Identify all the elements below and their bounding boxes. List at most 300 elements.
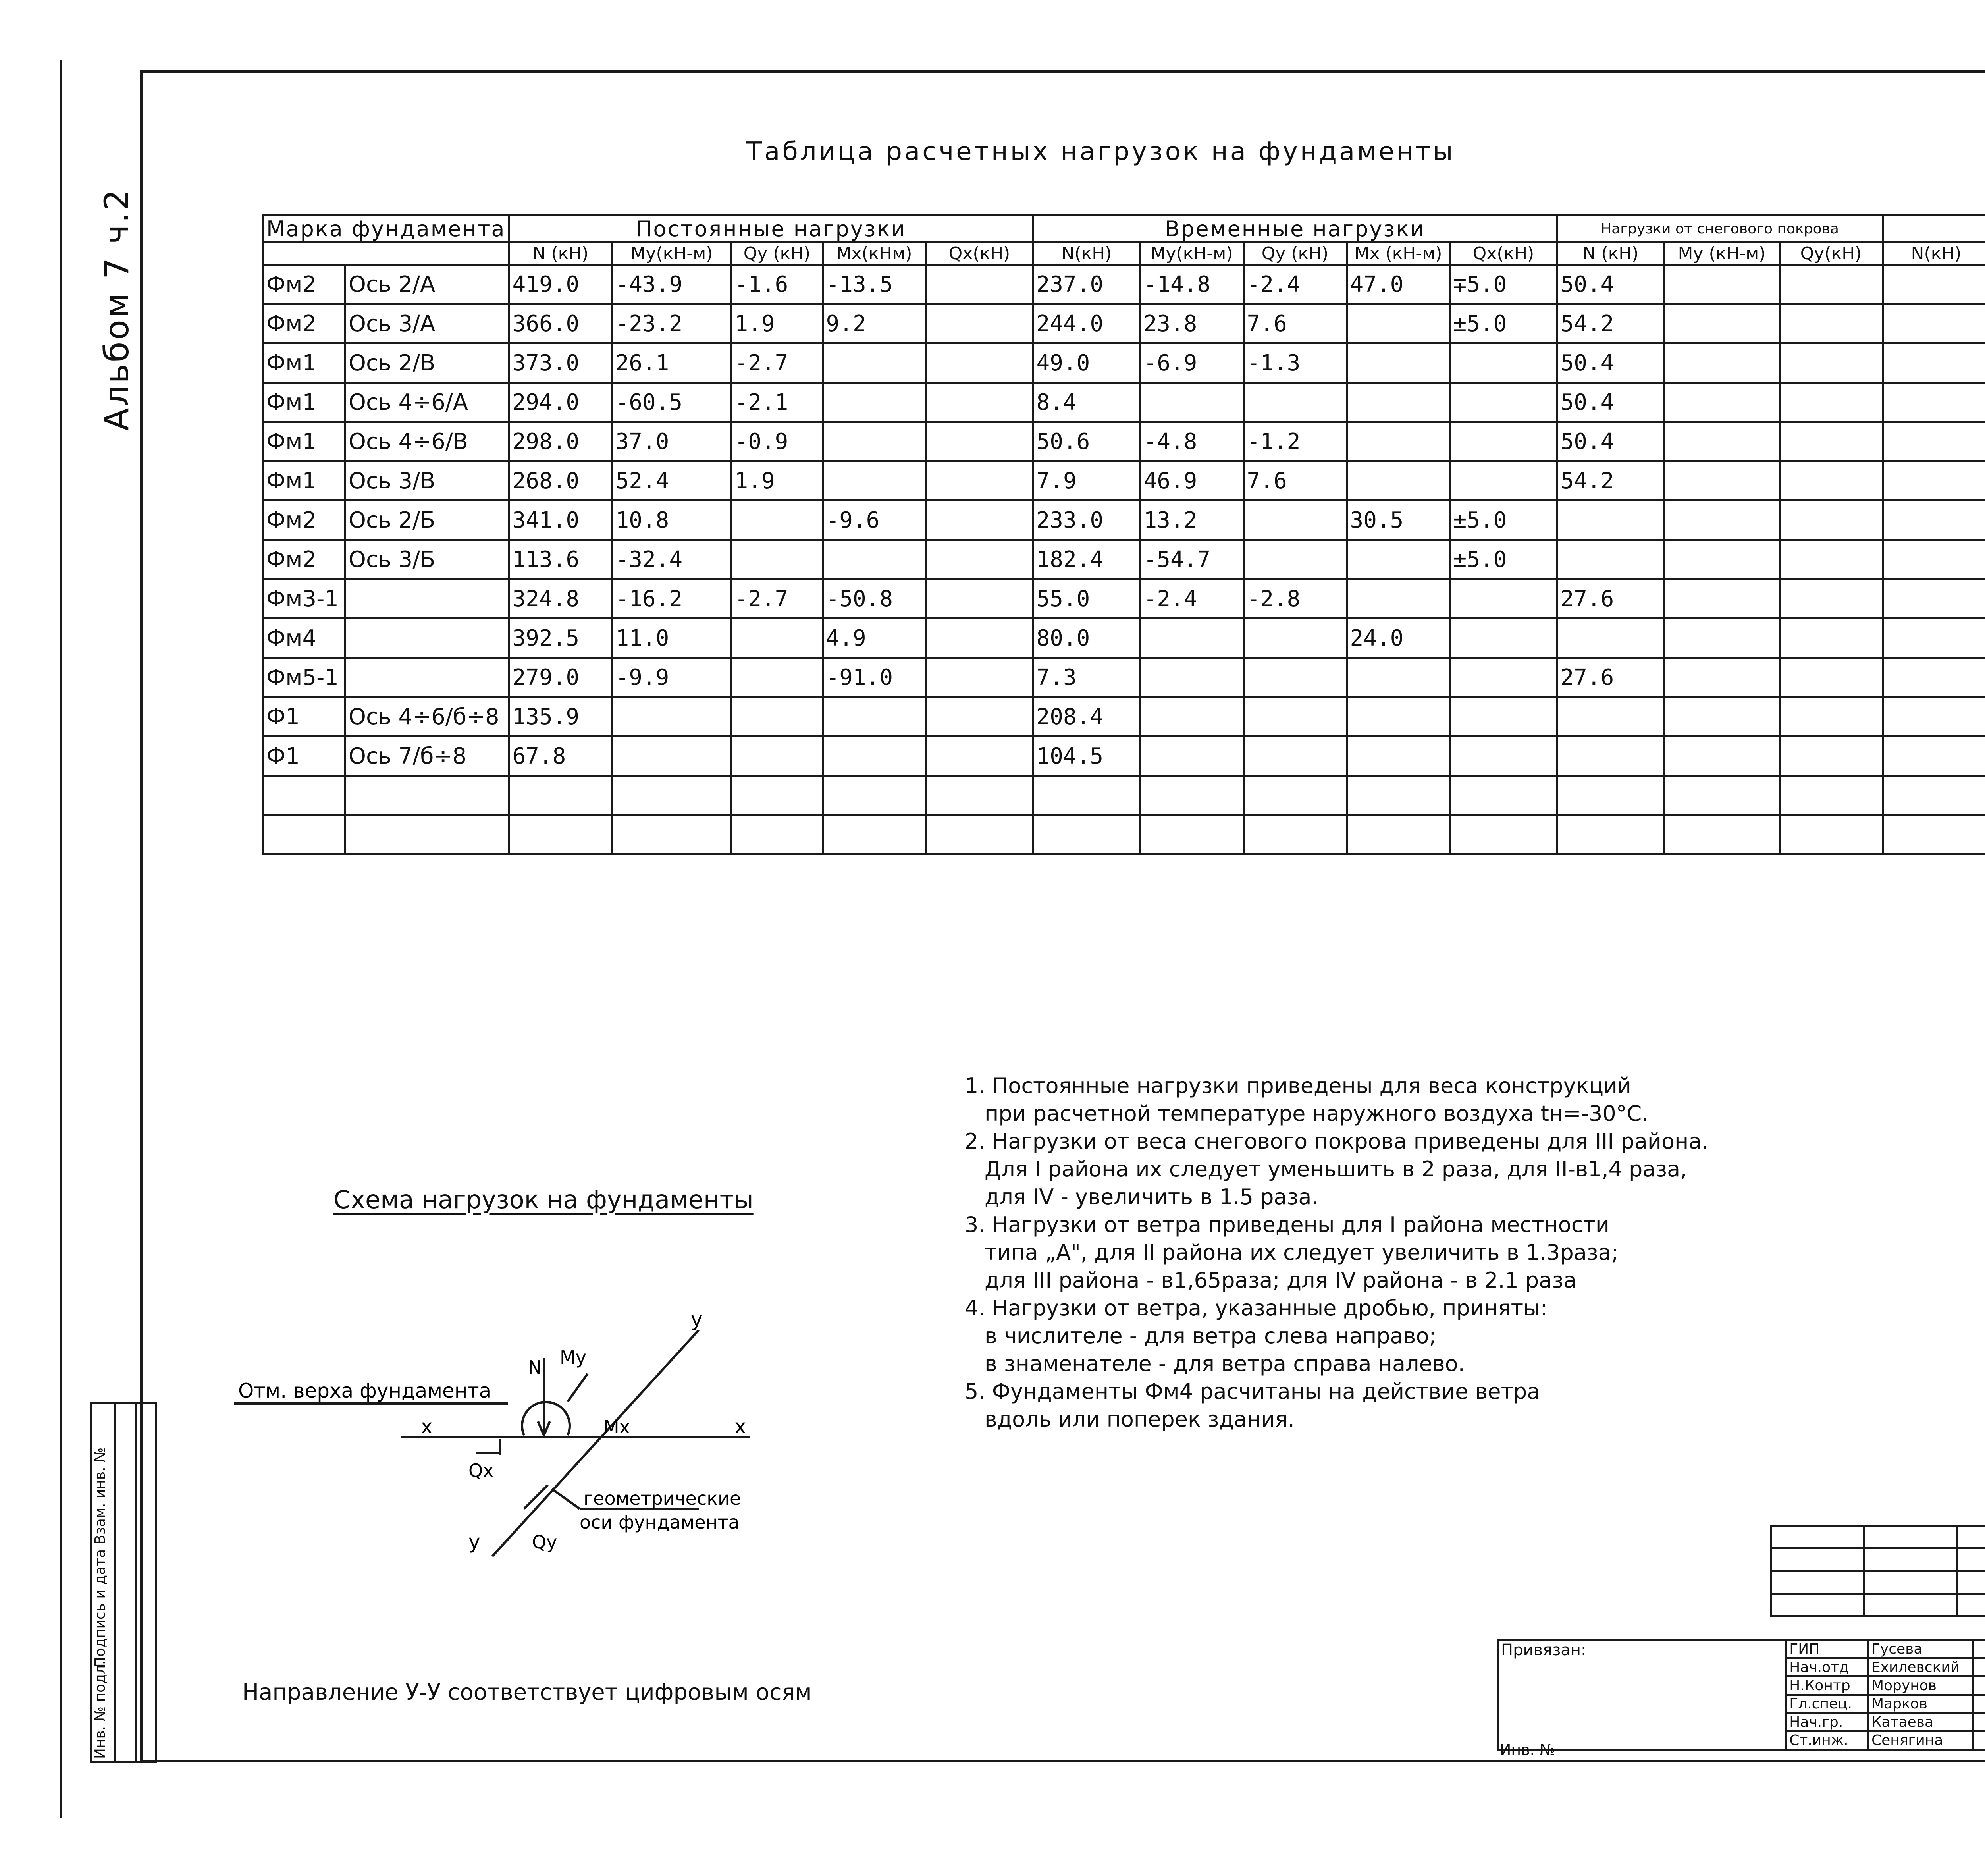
value-cell <box>1664 304 1779 343</box>
column-header: Mx (кН-м) <box>1347 243 1450 265</box>
table-row <box>263 461 1985 501</box>
table-row <box>263 304 1985 343</box>
value-cell: 268.0 <box>509 461 612 501</box>
value-cell: 26.1 <box>612 343 731 383</box>
privyazan-label: Привязан: <box>1501 1641 1586 1659</box>
value-cell: 52.4 <box>612 461 731 501</box>
value-cell <box>1664 343 1779 383</box>
value-cell <box>1347 383 1450 422</box>
empty-cell <box>926 815 1033 854</box>
qy-arrow <box>524 1485 548 1509</box>
value-cell <box>1664 501 1779 540</box>
empty-cell <box>926 776 1033 815</box>
value-cell: -60.5 <box>612 383 731 422</box>
side-stamp-inv: Инв. № подл. <box>92 1660 108 1759</box>
value-cell <box>731 619 823 658</box>
value-cell <box>1347 343 1450 383</box>
value-cell: -1.3 <box>1243 343 1347 383</box>
mark-cell: Фм1 <box>263 422 345 461</box>
mx-label: Mx <box>603 1416 630 1438</box>
value-cell <box>1779 737 1883 776</box>
value-cell <box>1883 265 1985 304</box>
value-cell <box>926 619 1033 658</box>
note-line: типа „А", для II района их следует увеличить в 1.3раза; <box>985 1240 1619 1265</box>
value-cell <box>1664 540 1779 579</box>
value-cell <box>1557 501 1664 540</box>
value-cell <box>1557 619 1664 658</box>
n-label: N <box>528 1357 542 1378</box>
table-row <box>263 737 1985 776</box>
mark-cell: Фм1 <box>263 343 345 383</box>
empty-cell <box>1243 776 1347 815</box>
value-cell <box>1450 658 1557 697</box>
value-cell: 54.2 <box>1557 461 1664 501</box>
axis-cell <box>345 579 509 619</box>
axis-cell: Ось 4÷6/А <box>345 383 509 422</box>
value-cell <box>823 343 926 383</box>
empty-cell <box>1347 776 1450 815</box>
value-cell <box>1664 265 1779 304</box>
value-cell <box>926 579 1033 619</box>
value-cell: 233.0 <box>1033 501 1140 540</box>
empty-cell <box>263 815 345 854</box>
empty-cell <box>1140 776 1243 815</box>
value-cell <box>1140 737 1243 776</box>
column-header: My(кН-м) <box>612 243 731 265</box>
value-cell: 4.9 <box>823 619 926 658</box>
table-row <box>263 501 1985 540</box>
value-cell <box>926 304 1033 343</box>
value-cell <box>1243 619 1347 658</box>
empty-cell <box>1450 776 1557 815</box>
mark-subheader <box>263 243 509 265</box>
column-header: Qx(кН) <box>926 243 1033 265</box>
geom-axes-label-1: геометрические <box>584 1488 741 1509</box>
empty-cell <box>1779 776 1883 815</box>
column-header: My(кН-м) <box>1140 243 1243 265</box>
role-cell: Гл.спец. <box>1786 1695 1868 1713</box>
value-cell <box>1883 579 1985 619</box>
value-cell <box>1779 579 1883 619</box>
empty-cell <box>345 815 509 854</box>
mark-cell: Фм1 <box>263 383 345 422</box>
value-cell: 46.9 <box>1140 461 1243 501</box>
value-cell: 7.6 <box>1243 304 1347 343</box>
empty-cell <box>1883 815 1985 854</box>
signature-cell <box>1973 1640 1985 1658</box>
value-cell: -1.6 <box>731 265 823 304</box>
value-cell <box>731 697 823 737</box>
side-stamp-replace: Взам. инв. № <box>92 1447 108 1544</box>
value-cell <box>1779 658 1883 697</box>
note-line: 5. Фундаменты Фм4 расчитаны на действие ветра <box>965 1379 1540 1404</box>
note-line: для III района - в1,65раза; для IV района - в 2.1 раза <box>985 1268 1577 1293</box>
value-cell <box>823 383 926 422</box>
value-cell: -54.7 <box>1140 540 1243 579</box>
value-cell: -6.9 <box>1140 343 1243 383</box>
name-cell: Марков <box>1868 1695 1973 1713</box>
name-cell: Сенягина <box>1868 1731 1973 1750</box>
temporary-header: Временные нагрузки <box>1033 216 1557 243</box>
value-cell: 135.9 <box>509 697 612 737</box>
value-cell <box>1140 619 1243 658</box>
value-cell <box>1779 540 1883 579</box>
role-cell: Нач.гр. <box>1786 1713 1868 1731</box>
value-cell <box>926 383 1033 422</box>
value-cell <box>1664 461 1779 501</box>
column-header-row <box>263 243 1985 265</box>
value-cell <box>1450 697 1557 737</box>
name-cell: Гусева <box>1868 1640 1973 1658</box>
empty-cell <box>1033 776 1140 815</box>
value-cell: 419.0 <box>509 265 612 304</box>
axis-cell: Ось 7/б÷8 <box>345 737 509 776</box>
value-cell: 1.9 <box>731 461 823 501</box>
value-cell: ±5.0 <box>1450 501 1557 540</box>
signature-cell <box>1973 1658 1985 1677</box>
value-cell: 50.4 <box>1557 383 1664 422</box>
value-cell <box>926 658 1033 697</box>
value-cell: 8.4 <box>1033 383 1140 422</box>
privyazan-cell <box>1498 1640 1786 1750</box>
value-cell <box>1450 737 1557 776</box>
signature-cell <box>1973 1731 1985 1750</box>
empty-cell <box>731 815 823 854</box>
value-cell: 392.5 <box>509 619 612 658</box>
value-cell: 7.3 <box>1033 658 1140 697</box>
value-cell <box>731 540 823 579</box>
value-cell <box>1664 619 1779 658</box>
value-cell <box>1779 461 1883 501</box>
value-cell: 113.6 <box>509 540 612 579</box>
value-cell <box>1779 697 1883 737</box>
value-cell <box>926 461 1033 501</box>
value-cell <box>1883 461 1985 501</box>
value-cell <box>1664 579 1779 619</box>
permanent-header: Постоянные нагрузки <box>509 216 1033 243</box>
notes-block <box>965 1072 1759 1433</box>
value-cell <box>1883 304 1985 343</box>
x-left-label: x <box>421 1415 433 1438</box>
value-cell <box>1243 737 1347 776</box>
empty-cell <box>263 776 345 815</box>
value-cell: 1.9 <box>731 304 823 343</box>
loads-table <box>262 214 1985 855</box>
value-cell: -9.9 <box>612 658 731 697</box>
value-cell <box>1450 619 1557 658</box>
column-header: Mx(кНм) <box>823 243 926 265</box>
inv-label: Инв. № <box>1500 1741 1555 1758</box>
value-cell <box>926 501 1033 540</box>
value-cell: 37.0 <box>612 422 731 461</box>
value-cell: 23.8 <box>1140 304 1243 343</box>
value-cell: -4.8 <box>1140 422 1243 461</box>
column-header: N (кН) <box>509 243 612 265</box>
note-line: в знаменателе - для ветра справа налево. <box>985 1351 1465 1376</box>
mark-cell: Ф1 <box>263 697 345 737</box>
value-cell: ∓5.0 <box>1450 265 1557 304</box>
value-cell <box>823 540 926 579</box>
value-cell <box>1664 383 1779 422</box>
value-cell <box>1557 737 1664 776</box>
column-header: N (кН) <box>1557 243 1664 265</box>
table-row <box>263 422 1985 461</box>
value-cell <box>1883 422 1985 461</box>
value-cell: -2.1 <box>731 383 823 422</box>
value-cell <box>1557 697 1664 737</box>
value-cell <box>612 697 731 737</box>
value-cell: 13.2 <box>1140 501 1243 540</box>
value-cell <box>1664 422 1779 461</box>
empty-cell <box>731 776 823 815</box>
value-cell: 49.0 <box>1033 343 1140 383</box>
qx-label: Qx <box>468 1460 494 1481</box>
value-cell <box>731 658 823 697</box>
value-cell <box>1140 697 1243 737</box>
value-cell <box>1347 540 1450 579</box>
value-cell <box>1450 422 1557 461</box>
name-cell: Ехилевский <box>1868 1658 1973 1677</box>
role-cell: Н.Контр <box>1786 1677 1868 1695</box>
value-cell: -2.4 <box>1243 265 1347 304</box>
value-cell <box>1664 658 1779 697</box>
value-cell: 244.0 <box>1033 304 1140 343</box>
mark-cell: Фм2 <box>263 304 345 343</box>
column-header: N(кН) <box>1033 243 1140 265</box>
value-cell: 50.6 <box>1033 422 1140 461</box>
value-cell <box>823 422 926 461</box>
value-cell <box>1450 343 1557 383</box>
value-cell <box>1883 737 1985 776</box>
mark-cell: Фм1 <box>263 461 345 501</box>
value-cell <box>1243 697 1347 737</box>
value-cell: 50.4 <box>1557 265 1664 304</box>
mx-arrow <box>568 1374 588 1402</box>
role-cell: Ст.инж. <box>1786 1731 1868 1750</box>
empty-row <box>263 815 1985 854</box>
wind-header <box>1883 216 1985 243</box>
value-cell <box>1450 383 1557 422</box>
column-header: My (кН-м) <box>1664 243 1779 265</box>
value-cell: ±5.0 <box>1450 540 1557 579</box>
value-cell: -32.4 <box>612 540 731 579</box>
value-cell: 298.0 <box>509 422 612 461</box>
empty-cell <box>1664 815 1779 854</box>
table-row <box>263 697 1985 737</box>
value-cell: -50.8 <box>823 579 926 619</box>
table-row <box>263 540 1985 579</box>
column-header: N(кН) <box>1883 243 1985 265</box>
empty-row <box>263 776 1985 815</box>
axis-cell: Ось 4÷6/В <box>345 422 509 461</box>
value-cell: -2.4 <box>1140 579 1243 619</box>
loads-table-wrap <box>262 214 1985 855</box>
empty-cell <box>1664 776 1779 815</box>
value-cell <box>1664 697 1779 737</box>
scheme-title: Схема нагрузок на фундаменты <box>333 1185 754 1214</box>
top-mark-label: Отм. верха фундамента <box>238 1379 491 1402</box>
loads-table-body <box>263 265 1985 854</box>
column-header: Qy(кН) <box>1779 243 1883 265</box>
value-cell: 366.0 <box>509 304 612 343</box>
value-cell <box>1883 343 1985 383</box>
value-cell <box>926 737 1033 776</box>
empty-cell <box>823 815 926 854</box>
table-row <box>263 619 1985 658</box>
column-header: Qx(кН) <box>1450 243 1557 265</box>
note-line: при расчетной температуре наружного воздуха tн=-30°С. <box>985 1101 1649 1126</box>
value-cell <box>1883 658 1985 697</box>
value-cell <box>1243 383 1347 422</box>
empty-cell <box>612 776 731 815</box>
value-cell <box>1347 737 1450 776</box>
value-cell <box>1779 343 1883 383</box>
value-cell <box>731 501 823 540</box>
value-cell: 50.4 <box>1557 343 1664 383</box>
value-cell: 10.8 <box>612 501 731 540</box>
empty-cell <box>1557 776 1664 815</box>
value-cell <box>1883 697 1985 737</box>
name-cell: Катаева <box>1868 1713 1973 1731</box>
value-cell: 7.9 <box>1033 461 1140 501</box>
value-cell: 9.2 <box>823 304 926 343</box>
empty-cell <box>612 815 731 854</box>
value-cell: 47.0 <box>1347 265 1450 304</box>
left-margin-line <box>60 60 62 1818</box>
empty-cell <box>509 776 612 815</box>
axis-cell: Ось 2/Б <box>345 501 509 540</box>
side-stamp-divider <box>114 1404 116 1761</box>
signature-cell <box>1973 1713 1985 1731</box>
empty-cell <box>823 776 926 815</box>
value-cell <box>1779 619 1883 658</box>
mark-cell: Фм5-1 <box>263 658 345 697</box>
axis-cell: Ось 3/Б <box>345 540 509 579</box>
y-top-label: y <box>691 1308 703 1331</box>
mark-cell: Фм2 <box>263 501 345 540</box>
empty-cell <box>1033 815 1140 854</box>
value-cell: 341.0 <box>509 501 612 540</box>
value-cell: 54.2 <box>1557 304 1664 343</box>
value-cell <box>1779 383 1883 422</box>
value-cell <box>823 697 926 737</box>
x-right-label: x <box>734 1415 746 1438</box>
axis-cell: Ось 4÷6/б÷8 <box>345 697 509 737</box>
value-cell: 104.5 <box>1033 737 1140 776</box>
table-row <box>263 658 1985 697</box>
value-cell: 11.0 <box>612 619 731 658</box>
mark-cell: Фм4 <box>263 619 345 658</box>
geom-leader <box>552 1489 580 1509</box>
note-line: 1. Постоянные нагрузки приведены для веса конструкций <box>965 1073 1632 1098</box>
note-line: Для I района их следует уменьшить в 2 раза, для II-в1,4 раза, <box>985 1157 1687 1182</box>
axis-cell: Ось 2/В <box>345 343 509 383</box>
note-line: вдоль или поперек здания. <box>985 1407 1295 1432</box>
value-cell <box>1243 540 1347 579</box>
value-cell: 30.5 <box>1347 501 1450 540</box>
empty-cell <box>1243 815 1347 854</box>
axis-cell <box>345 619 509 658</box>
column-header: Qy (кН) <box>731 243 823 265</box>
note-line: 2. Нагрузки от веса снегового покрова приведены для III района. <box>965 1129 1709 1154</box>
table-row <box>263 265 1985 304</box>
value-cell <box>1347 697 1450 737</box>
empty-cell <box>1557 815 1664 854</box>
signature-cell <box>1973 1677 1985 1695</box>
note-line: 3. Нагрузки от ветра приведены для I района местности <box>965 1212 1610 1237</box>
axis-cell: Ось 2/А <box>345 265 509 304</box>
value-cell: 324.8 <box>509 579 612 619</box>
approval-block <box>1497 1639 1985 1751</box>
value-cell <box>823 737 926 776</box>
value-cell: -1.2 <box>1243 422 1347 461</box>
value-cell: -23.2 <box>612 304 731 343</box>
value-cell: 182.4 <box>1033 540 1140 579</box>
mark-cell: Фм3-1 <box>263 579 345 619</box>
column-header: Qy (кН) <box>1243 243 1347 265</box>
value-cell: 67.8 <box>509 737 612 776</box>
empty-cell <box>1779 815 1883 854</box>
album-label: Альбом 7 ч.2 <box>97 188 136 431</box>
value-cell: -2.8 <box>1243 579 1347 619</box>
value-cell <box>1883 383 1985 422</box>
mark-cell: Фм2 <box>263 540 345 579</box>
role-cell: ГИП <box>1786 1640 1868 1658</box>
value-cell <box>926 697 1033 737</box>
value-cell <box>1347 579 1450 619</box>
value-cell: 80.0 <box>1033 619 1140 658</box>
value-cell <box>1779 501 1883 540</box>
empty-cell <box>1347 815 1450 854</box>
value-cell: 237.0 <box>1033 265 1140 304</box>
value-cell: ±5.0 <box>1450 304 1557 343</box>
empty-cell <box>345 776 509 815</box>
value-cell <box>1347 658 1450 697</box>
value-cell <box>1347 461 1450 501</box>
value-cell: -43.9 <box>612 265 731 304</box>
axis-cell: Ось 3/А <box>345 304 509 343</box>
y-bottom-label: y <box>468 1530 480 1553</box>
value-cell <box>1347 422 1450 461</box>
value-cell <box>1347 304 1450 343</box>
note-line: в числителе - для ветра слева направо; <box>985 1323 1436 1348</box>
value-cell: 373.0 <box>509 343 612 383</box>
value-cell <box>1140 658 1243 697</box>
value-cell: 208.4 <box>1033 697 1140 737</box>
value-cell: 24.0 <box>1347 619 1450 658</box>
value-cell: 50.4 <box>1557 422 1664 461</box>
signature-cell <box>1973 1695 1985 1713</box>
value-cell <box>1664 737 1779 776</box>
value-cell <box>926 422 1033 461</box>
role-cell: Нач.отд <box>1786 1658 1868 1677</box>
value-cell <box>1557 540 1664 579</box>
value-cell <box>1779 422 1883 461</box>
value-cell <box>823 461 926 501</box>
table-row <box>263 383 1985 422</box>
value-cell <box>1779 304 1883 343</box>
page-title: Таблица расчетных нагрузок на фундаменты <box>746 137 1455 166</box>
table-row <box>263 343 1985 383</box>
value-cell: -16.2 <box>612 579 731 619</box>
mark-cell: Ф1 <box>263 737 345 776</box>
value-cell: -14.8 <box>1140 265 1243 304</box>
value-cell <box>731 737 823 776</box>
side-stamp-signature: Подпись и дата <box>92 1549 108 1668</box>
empty-cell <box>1883 776 1985 815</box>
revision-grid <box>1770 1525 1985 1617</box>
geom-axes-label-2: оси фундамента <box>580 1512 740 1533</box>
